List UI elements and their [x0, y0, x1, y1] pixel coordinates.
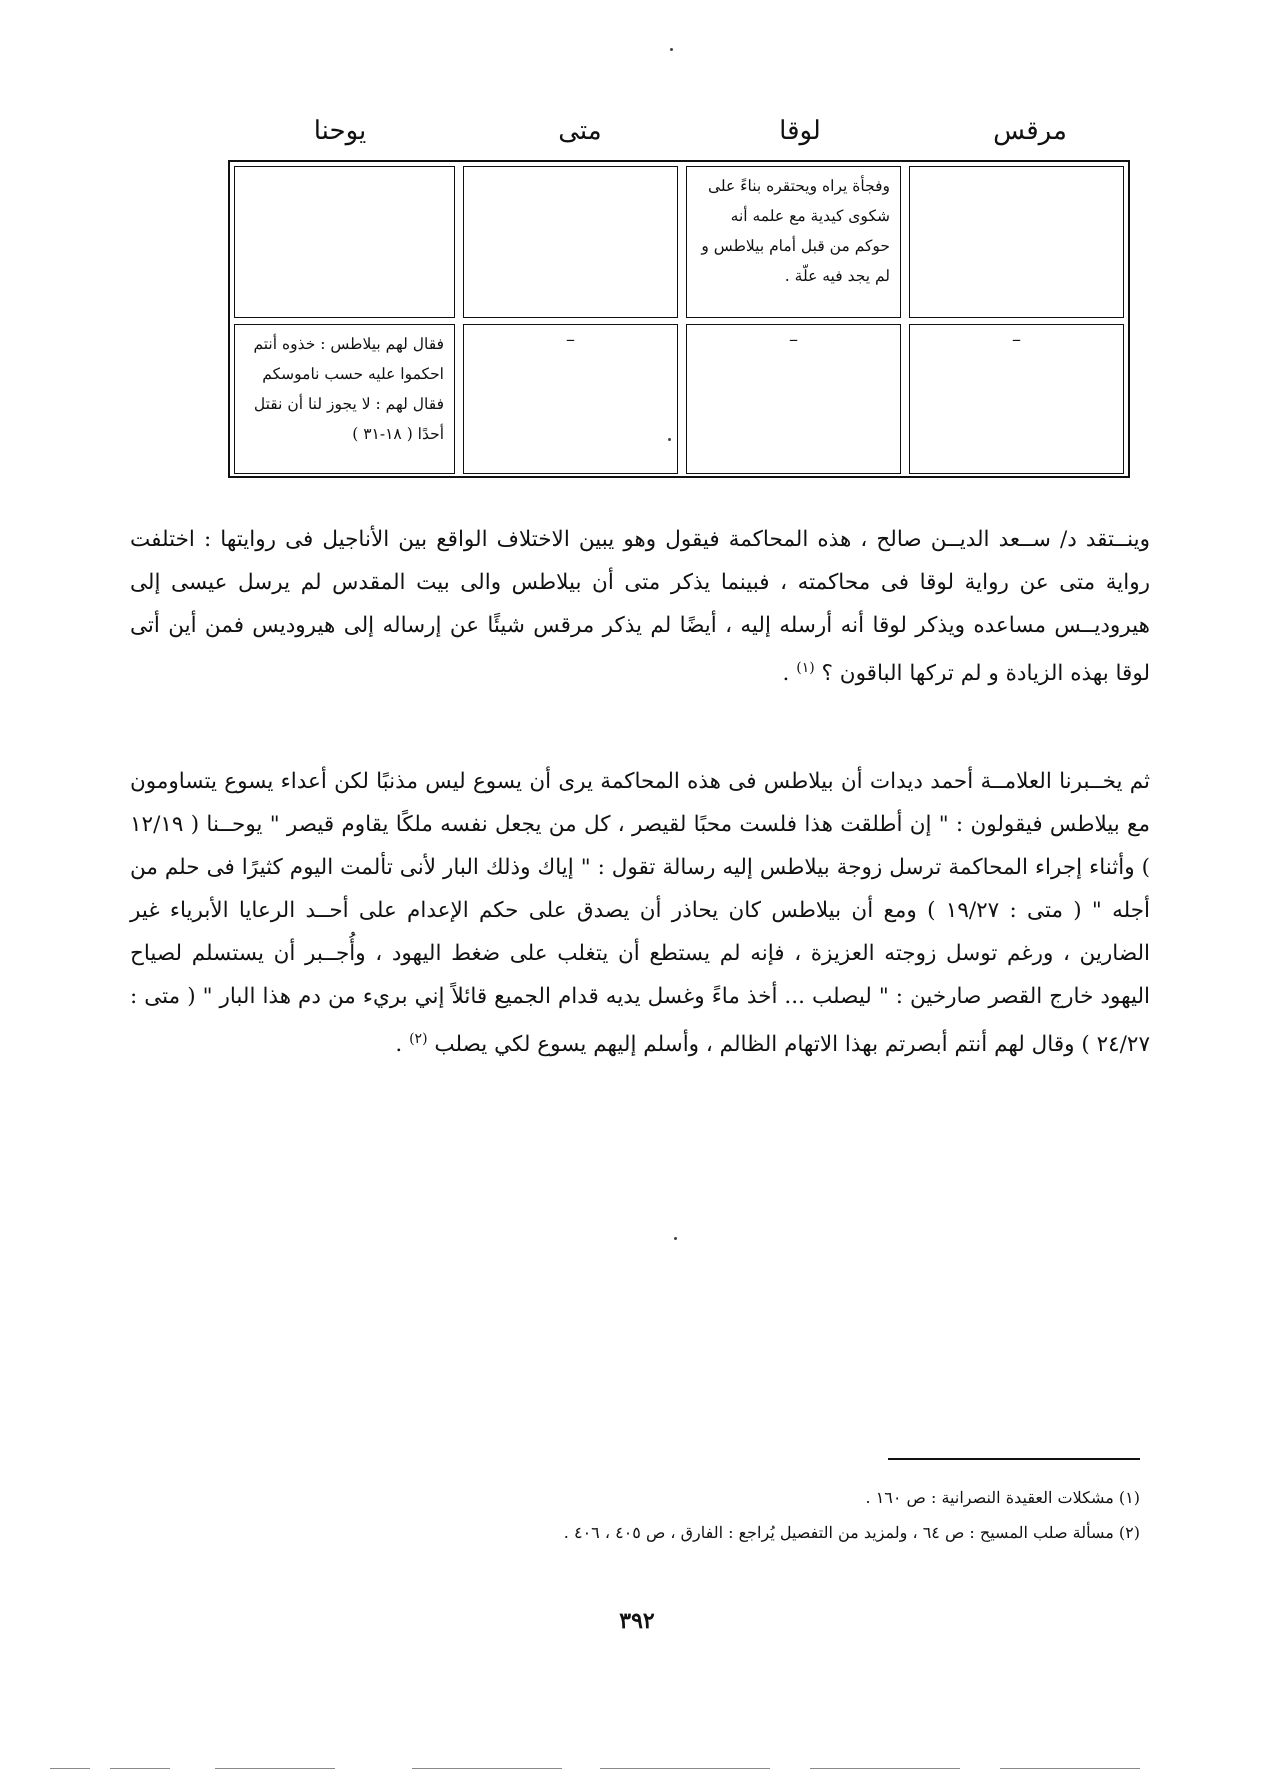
footnote-ref-1: (١) [796, 660, 815, 676]
scan-speck [668, 438, 671, 441]
column-header-mark: مرقس [993, 116, 1067, 146]
table-cell-row1-mark [909, 166, 1124, 318]
body-paragraph-2 [130, 760, 1150, 1066]
scan-edge-line [600, 1768, 770, 1769]
scan-edge-line [110, 1768, 170, 1769]
footnote-1: (١) مشكلات العقيدة النصرانية : ص ١٦٠ . [865, 1488, 1140, 1507]
footnotes [400, 1480, 1140, 1550]
table-cell-row2-luke: – [686, 324, 901, 474]
table-cell-row2-mark: – [909, 324, 1124, 474]
paragraph-2-text: ثم يخــبرنا العلامــة أحمد ديدات أن بيلاطس فى هذه المحاكمة يرى أن يسوع ليس مذنبًا لكن أعداء يسوع يتساومون مع بيلاطس فيقولون : " إن أطلقت هذا فلست محبًا لقيصر ، كل من يجعل نفسه ملكًا يقاوم قيصر " يوحــنا ( ١٢/١٩ ) وأثناء إجراء المحاكمة ترسل زوجة بيلاطس إليه رسالة تقول : " إياك وذلك البار لأنى تألمت اليوم كثيرًا فى حلم من أجله " ( متى : ١٩/٢٧ ) ومع أن بيلاطس كان يحاذر أن يصدق على حكم الإعدام على أحــد الرعايا الأبرياء غير الضارين ، ورغم توسل زوجته العزيزة ، فإنه لم يستطع أن يتغلب على ضغط اليهود ، وأُجــبر أن يستسلم لصياح اليهود خارج القصر صارخين : " ليصلب ... أخذ ماءً وغسل يديه قدام الجميع قائلاً إني بريء من دم هذا البار " ( متى : ٢٤/٢٧ ) وقال لهم أنتم أبصرتم بهذا الاتهام الظالم ، وأسلم إليهم يسوع لكي يصلب [130, 769, 1150, 1058]
page-number: ٣٩٢ [619, 1608, 655, 1634]
footnote-2: (٢) مسألة صلب المسيح : ص ٦٤ ، ولمزيد من التفصيل يُراجع : الفارق ، ص ٤٠٥ ، ٤٠٦ . [563, 1523, 1140, 1542]
scan-edge-line [1000, 1768, 1140, 1769]
scan-edge-line [215, 1768, 335, 1769]
paragraph-1-text: وينــتقد د/ ســعد الديــن صالح ، هذه المحاكمة فيقول وهو يبين الاختلاف الواقع بين الأناجيل فى روايتها : اختلفت رواية متى عن رواية لوقا فى محاكمته ، فبينما يذكر متى أن بيلاطس والى بيت المقدس لم يرسل عيسى إلى هيروديــس مساعده ويذكر لوقا أنه أرسله إليه ، أيضًا لم يذكر مرقس شيئًا عن إرساله إلى هيروديس فمن أين أتى لوقا بهذه الزيادة و لم تركها الباقون ؟ [130, 527, 1150, 687]
footnote-separator [888, 1458, 1140, 1460]
paragraph-1-end: . [782, 661, 797, 687]
scan-speck [674, 1237, 677, 1240]
scan-edge-line [50, 1768, 90, 1769]
footnote-ref-2: (٢) [409, 1031, 428, 1047]
table-cell-row2-john: فقال لهم بيلاطس : خذوه أنتم احكموا عليه حسب ناموسكم فقال لهم : لا يجوز لنا أن نقتل أحدًا ( ١٨-٣١ ) [234, 324, 455, 474]
scan-edge-line [810, 1768, 960, 1769]
column-header-matthew: متى [558, 116, 602, 146]
table-cell-row1-john [234, 166, 455, 318]
paragraph-2-end: . [395, 1032, 410, 1058]
table-column-headers [228, 116, 1130, 156]
gospel-comparison-table [228, 160, 1130, 478]
column-header-john: يوحنا [313, 116, 367, 146]
scan-edge-line [412, 1768, 562, 1769]
table-cell-row1-matthew [463, 166, 678, 318]
body-paragraph-1 [130, 518, 1150, 695]
column-header-luke: لوقا [779, 116, 821, 146]
table-cell-row2-matthew: – [463, 324, 678, 474]
table-cell-row1-luke: وفجأة يراه ويحتقره بناءً على شكوى كيدية مع علمه أنه حوكم من قبل أمام بيلاطس و لم يجد فيه علّة . [686, 166, 901, 318]
scan-speck [670, 48, 673, 51]
